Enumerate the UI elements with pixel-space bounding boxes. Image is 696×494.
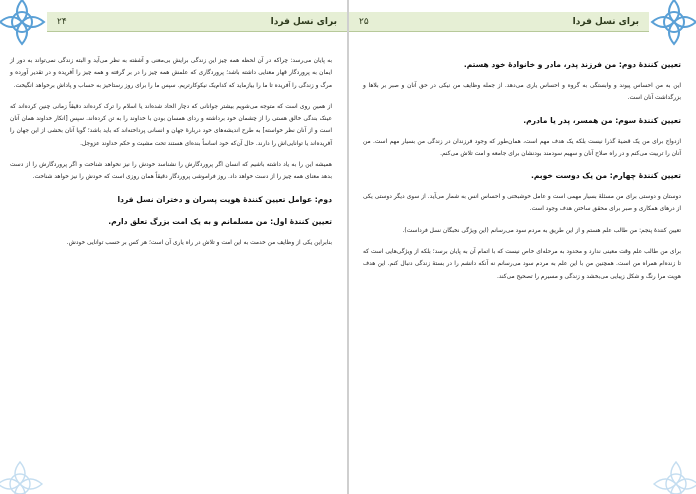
left-page [0,0,347,494]
page-header [47,12,347,32]
paragraph: دوستان و دوستی برای من مسئلهٔ بسیار مهمی است و عامل خوشبختی و احساس انس به شمار می‌آید. از سوی دیگر دوستی یکی از درهای همکاری و صبر برای محقق ساختن هدف وجود است. [363,194,681,213]
paragraph: این به من احساس پیوند و وابستگی به گروه و احساس یاری می‌دهد. از جمله وظایف من نیکی در حق آنان و صبر بر بلاها و بزرگداشت آنان است. [363,83,681,102]
page-body [363,55,681,292]
section-heading: تعیین کنندهٔ سوم: من همسر، پدر یا مادرم. [523,115,681,125]
paragraph: ازدواج برای من یک قضیهٔ گذرا نیست بلکه یک هدف مهم است، همان‌طور که وجود فرزندان در زندگی من بسیار مهم است. من آنان را تربیت می‌کنم و در راه صلاح آنان و سهیم سودمند بودنشان برای جامعه و امت تلاش می‌کنم. [363,138,681,157]
top-right-ornament-icon [644,0,696,52]
bottom-right-ornament-icon [646,454,696,494]
section-heading: تعیین کنندهٔ چهارم: من یک دوست خوبم. [530,171,681,181]
page-header [349,12,649,32]
paragraph: تعیین کنندهٔ پنجم: من طالب علم هستم و از این طریق به مردم سود می‌رسانم (این ویژگی نخبگان نسل فرداست). [402,227,681,234]
paragraph: برای من طالب علم وقت معینی ندارد و محدود به مرحله‌ای خاص نیست که با اتمام آن به پایان برسد؛ بلکه از ویژگی‌هایی است که تا زنده‌ام همراه من است. همچنین من با این علم به مردم سود می‌رسانم نه آنکه دانشم را در بستهٔ زندگی دنبال کنم. این هدف هویت مرا رنگ و شکل زیبایی می‌بخشد و زندگی و مسیرم را تصحیح می‌کند. [363,249,681,280]
paragraph: به پایان می‌رسد: چراکه در آن لحظه همه چیز این زندگی برایش بی‌معنی و آشفته به نظر می‌آید و البته زندگی نمی‌تواند به دور از ایمان به پروردگار قهار معنایی داشته باشد؛ پروردگاری که علمش همه چیز را در بر گرفته و همه چیز را آفریده و در تقدیر آورده و مرگ و زندگی را آفریده تا ما را بیازماید که کدام‌یک نیکوکارتریم. سپس ما را برای روز رستاخیز به حساب و پاداش برخواهد انگیخت. [10,58,332,89]
page-number: ۲۵ [359,16,369,27]
paragraph: بنابراین یکی از وظایف من خدمت به این امت و تلاش در راه یاری آن است؛ هر کس بر حسب توانایی خودش. [66,239,332,246]
running-title: برای نسل فردا [270,16,337,27]
paragraph: از همین روی است که متوجه می‌شویم بیشتر جوانانی که دچار الحاد شده‌اند یا اسلام را ترک کرده‌اند دقیقاً زمانی چنین کرده‌اند که عینک بندگی خالق هستی را از چشمان خود برداشته و ردای همسان بودن با خداوند را به تن کرده‌اند. سپس [انکار خداوند همان آنان است و از آنان نظر خواسته] به طرح اندیشه‌های خود دربارهٔ جهان و انسانی پرداخته‌اند که باید باشد؛ گویا آنان بخشی از این جهان را آفریده‌اند یا توانایی‌اش را دارند. حال آن‌که خود اساساً بنده‌ای هستند تحت مشیت و حکم خداوند عزوجل. [10,103,332,147]
paragraph: همیشه این را به یاد داشته باشیم که انسان اگر پروردگارش را نشناسد خودش را نیز نخواهد شناخت و اگر پروردگارش را از دست بدهد معنای همه چیز را از دست خواهد داد. روز فراموشی پروردگار دقیقاً همان روزی است که خودش را نیز خواهد شناخت. [10,162,332,181]
section-heading: تعیین کنندهٔ اول: من مسلمانم و به یک امت بزرگ تعلق دارم. [108,216,332,226]
running-title: برای نسل فردا [572,16,639,27]
section-heading: تعیین کنندهٔ دوم: من فرزند پدر، مادر و خانوادهٔ خود هستم. [463,60,681,69]
page-body [10,55,332,258]
page-number: ۲۴ [57,16,67,27]
bottom-left-ornament-icon [0,454,50,494]
section-heading: دوم: عوامل تعیین کنندهٔ هویت پسران و دختران نسل فردا [117,194,332,204]
right-page [349,0,696,494]
top-left-ornament-icon [0,0,52,52]
